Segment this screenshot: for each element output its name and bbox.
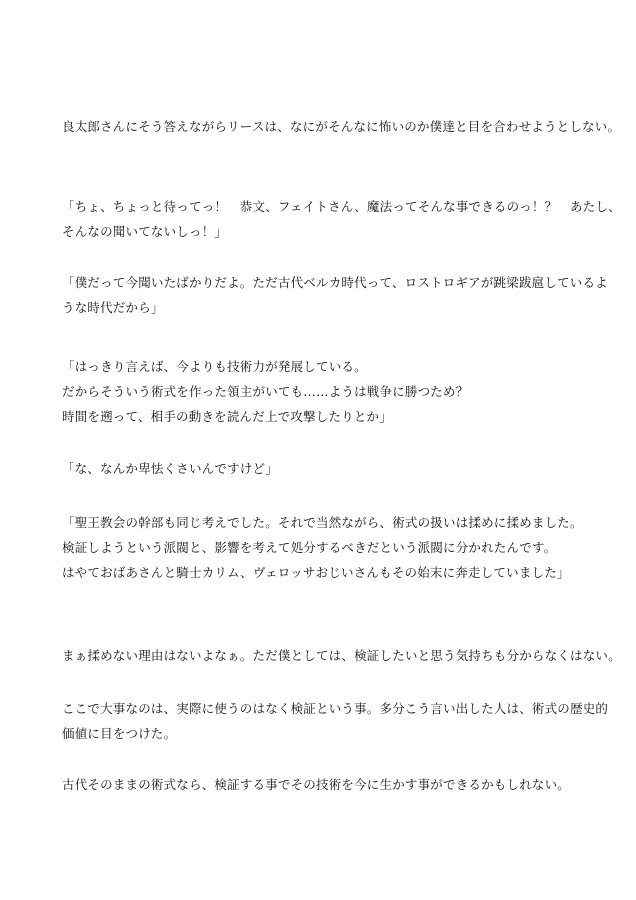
paragraph-8 (62, 696, 609, 746)
paragraph-6 (62, 510, 582, 585)
text-line: はやておばあさんと騎士カリム、ヴェロッサおじいさんもその始末に奔走していました」 (62, 565, 570, 580)
text-line: 検証しようという派閥と、影響を考えて処分するべきだという派閥に分かれたんです。 (62, 540, 557, 555)
paragraph-9 (62, 772, 582, 797)
text-line: 「な、なんか卑怯くさいんですけど」 (62, 461, 278, 476)
text-line: ここで大事なのは、実際に使うのはなく検証という事。多分こう言い出した人は、術式の歴史的 (62, 701, 609, 716)
text-line: 「はっきり言えば、今よりも技術力が発展している。 (62, 359, 367, 374)
paragraph-2 (62, 194, 621, 244)
text-line: 時間を遡って、相手の動きを読んだ上で攻撃したりとか」 (62, 409, 392, 424)
paragraph-4 (62, 354, 582, 429)
text-line: 良太郎さんにそう答えながらリースは、なにがそんなに怖いのか僕達と目を合わせようとしない。 (62, 119, 621, 134)
text-line: 「僕だって今聞いたばかりだよ。ただ古代ベルカ時代って、ロストロギアが跳梁跋扈しているよ (62, 275, 608, 290)
text-line: 「聖王教会の幹部も同じ考えでした。それで当然ながら、術式の扱いは揉めに揉めました。 (62, 515, 583, 530)
text-line: 古代そのままの術式なら、検証する事でその技術を今に生かす事ができるかもしれない。 (62, 777, 571, 792)
paragraph-7 (62, 643, 621, 668)
text-line: 価値に目をつけた。 (62, 726, 177, 741)
paragraph-1 (62, 114, 621, 139)
paragraph-5 (62, 456, 582, 481)
text-line: だからそういう術式を作った領主がいても……ようは戦争に勝つため？ (62, 384, 469, 399)
paragraph-3 (62, 270, 608, 320)
text-line: まぁ揉めない理由はないよなぁ。ただ僕としては、検証したいと思う気持ちも分からなくはない。 (62, 648, 621, 663)
text-line: 「ちょ、ちょっと待ってっ！ 恭文、フェイトさん、魔法ってそんな事できるのっ！？ あたし、 (62, 199, 621, 214)
text-line: そんなの聞いてないしっ！」 (62, 224, 228, 239)
text-line: うな時代だから」 (62, 300, 164, 315)
